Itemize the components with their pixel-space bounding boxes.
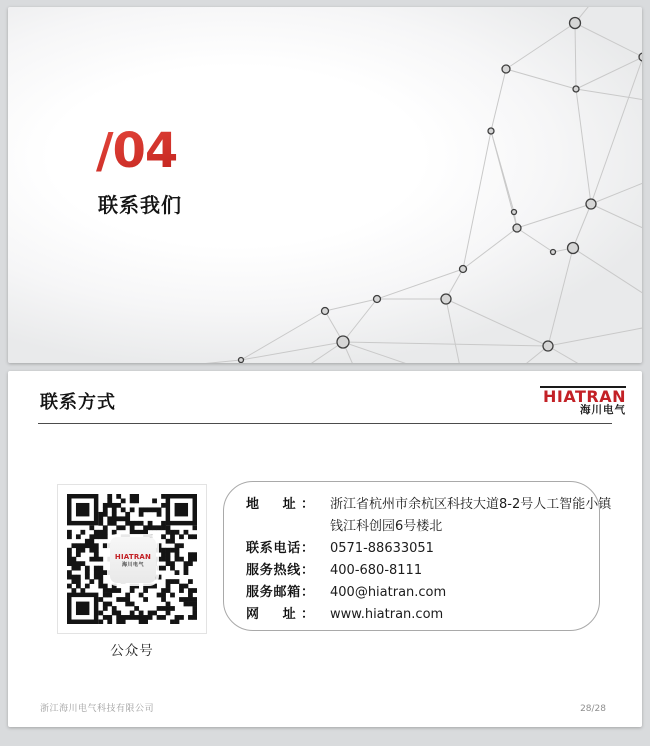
section-title: 联系我们 (98, 193, 182, 217)
contact-row (246, 560, 581, 582)
contact-row (246, 538, 581, 560)
company-logo-cn: 海川电气 (580, 404, 626, 416)
contact-row-label: 服务热线： (246, 563, 314, 578)
contact-row (246, 494, 612, 538)
company-logo-en: HIATRAN (543, 387, 626, 406)
contact-row-label: 联系电话： (246, 541, 314, 556)
footer-page-number: 28/28 (580, 704, 606, 714)
contact-row (246, 582, 581, 604)
qr-center-logo (110, 537, 156, 583)
contact-row-value: 400-680-8111 (330, 563, 423, 578)
qr-code (57, 484, 207, 634)
contact-row-value: 400@hiatran.com (330, 585, 447, 600)
qr-caption: 公众号 (110, 643, 154, 659)
contact-row-label: 服务邮箱： (246, 585, 314, 600)
section-number: /04 (96, 123, 178, 179)
contact-row-value: 0571-88633051 (330, 541, 434, 556)
contact-row-value: 浙江省杭州市余杭区科技大道8-2号人工智能小镇 (330, 497, 612, 512)
contact-row-value: 钱江科创园6号楼北 (330, 519, 443, 534)
company-logo (540, 386, 626, 416)
footer-company-name: 浙江海川电气科技有限公司 (40, 704, 155, 714)
qr-center-logo-en: HIATRAN (114, 552, 152, 561)
slide-contact-section-cover (8, 7, 642, 363)
contact-row-value: www.hiatran.com (330, 607, 444, 622)
header-divider (38, 423, 612, 424)
contact-row-label: 网 址： (246, 607, 314, 622)
contact-row-label: 地 址： (246, 497, 314, 512)
network-graphic (8, 7, 642, 363)
slide-contact-details (8, 371, 642, 727)
qr-center-logo-cn: 海川电气 (121, 561, 144, 568)
contact-info-box (223, 481, 612, 631)
page-title: 联系方式 (40, 392, 116, 413)
contact-row (246, 604, 581, 626)
